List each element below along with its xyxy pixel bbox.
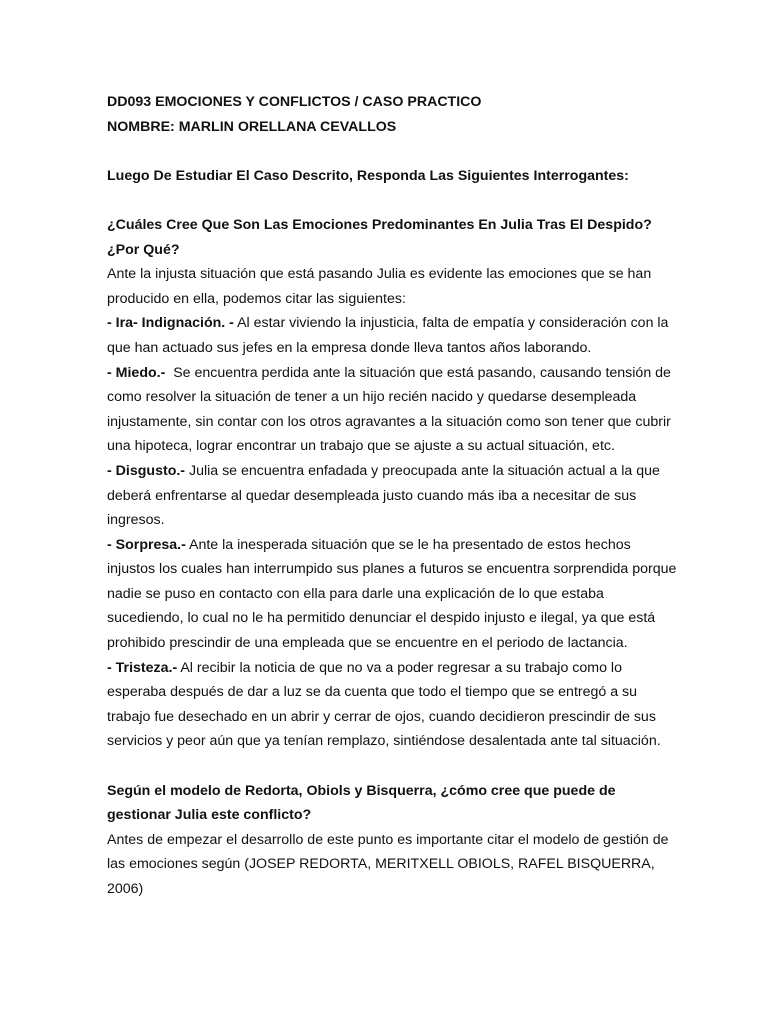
question-1-line-2: ¿Por Qué? <box>107 241 180 258</box>
emotion-ira <box>107 311 667 336</box>
emotion-text: Se encuentra perdida ante la situación que está pasando, causando tensión de <box>165 364 671 381</box>
emotion-label: - Tristeza.- <box>107 659 178 676</box>
emotion-label: - Disgusto.- <box>107 462 186 479</box>
emotion-text-line: nadie se puso en contacto con ella para darle una explicación de lo que estaba <box>107 585 604 602</box>
answer-2-line: las emociones según (JOSEP REDORTA, MERITXELL OBIOLS, RAFEL BISQUERRA, <box>107 856 655 873</box>
answer-2-line: 2006) <box>107 881 144 897</box>
emotion-text-line: servicios y peor aún que ya tenían remplazo, sintiéndose desalentada ante tal situación. <box>107 733 661 750</box>
emotion-text-line: sucediendo, lo cual no le ha permitido denunciar el despido injusto e ilegal, ya que está <box>107 610 656 627</box>
emotion-text-line: prohibido prescindir de una empleada que se encuentre en el periodo de lactancia. <box>107 635 628 652</box>
course-title: DD093 EMOCIONES Y CONFLICTOS / CASO PRACTICO <box>107 94 482 110</box>
emotion-disgusto <box>107 459 667 484</box>
emotion-text: Julia se encuentra enfadada y preocupada ante la situación actual a la que <box>185 462 660 479</box>
question-2-line-1: Según el modelo de Redorta, Obiols y Bisquerra, ¿cómo cree que puede de <box>107 782 616 799</box>
emotion-text-line: deberá enfrentarse al quedar desempleada justo cuando más iba a necesitar de sus <box>107 487 637 504</box>
emotion-miedo <box>107 361 671 386</box>
student-name: NOMBRE: MARLIN ORELLANA CEVALLOS <box>107 118 397 135</box>
answer-2-line: Antes de empezar el desarrollo de este punto es importante citar el modelo de gestión de <box>107 831 669 848</box>
emotion-text-line: como resolver la situación de tener a un hijo recién nacido y quedarse desempleada <box>107 389 637 406</box>
document-page <box>107 90 677 902</box>
spacer <box>107 139 667 164</box>
instruction-heading: Luego De Estudiar El Caso Descrito, Responda Las Siguientes Interrogantes: <box>107 167 629 184</box>
question-2-line-2: gestionar Julia este conflicto? <box>107 807 312 824</box>
emotion-text-line: injustos los cuales han interrumpido sus planes a futuros se encuentra sorprendida porque <box>107 561 677 578</box>
question-1-line-1: ¿Cuáles Cree Que Son Las Emociones Predominantes En Julia Tras El Despido? <box>107 216 652 233</box>
emotion-label: - Ira- Indignación. - <box>107 315 234 332</box>
emotion-text: Ante la inesperada situación que se le ha presentado de estos hechos <box>185 536 631 553</box>
emotion-text: Al estar viviendo la injusticia, falta de empatía y consideración con la <box>233 315 669 332</box>
emotion-label: - Sorpresa.- <box>107 536 186 553</box>
spacer <box>107 188 667 213</box>
emotion-text: Al recibir la noticia de que no va a poder regresar a su trabajo como lo <box>177 659 622 676</box>
emotion-text-line: que han actuado sus jefes en la empresa donde lleva tantos años laborando. <box>107 339 592 356</box>
answer-intro-line: producido en ella, podemos citar las siguientes: <box>107 290 406 307</box>
answer-intro-line: Ante la injusta situación que está pasando Julia es evidente las emociones que se han <box>107 266 652 283</box>
emotion-label: - Miedo.- <box>107 364 166 381</box>
emotion-tristeza <box>107 656 667 681</box>
spacer <box>107 754 667 779</box>
emotion-text-line: trabajo fue desechado en un abrir y cerrar de ojos, cuando decidieron prescindir de sus <box>107 708 656 725</box>
emotion-text-line: ingresos. <box>107 512 165 529</box>
emotion-text-line: injustamente, sin contar con los otros agravantes a la situación como son tener que cubrir <box>107 413 671 430</box>
emotion-text-line: esperaba después de dar a luz se da cuenta que todo el tiempo que se entregó a su <box>107 684 638 701</box>
emotion-sorpresa <box>107 533 667 558</box>
emotion-text-line: una hipoteca, lograr encontrar un trabajo que se ajuste a su actual situación, etc. <box>107 438 615 455</box>
